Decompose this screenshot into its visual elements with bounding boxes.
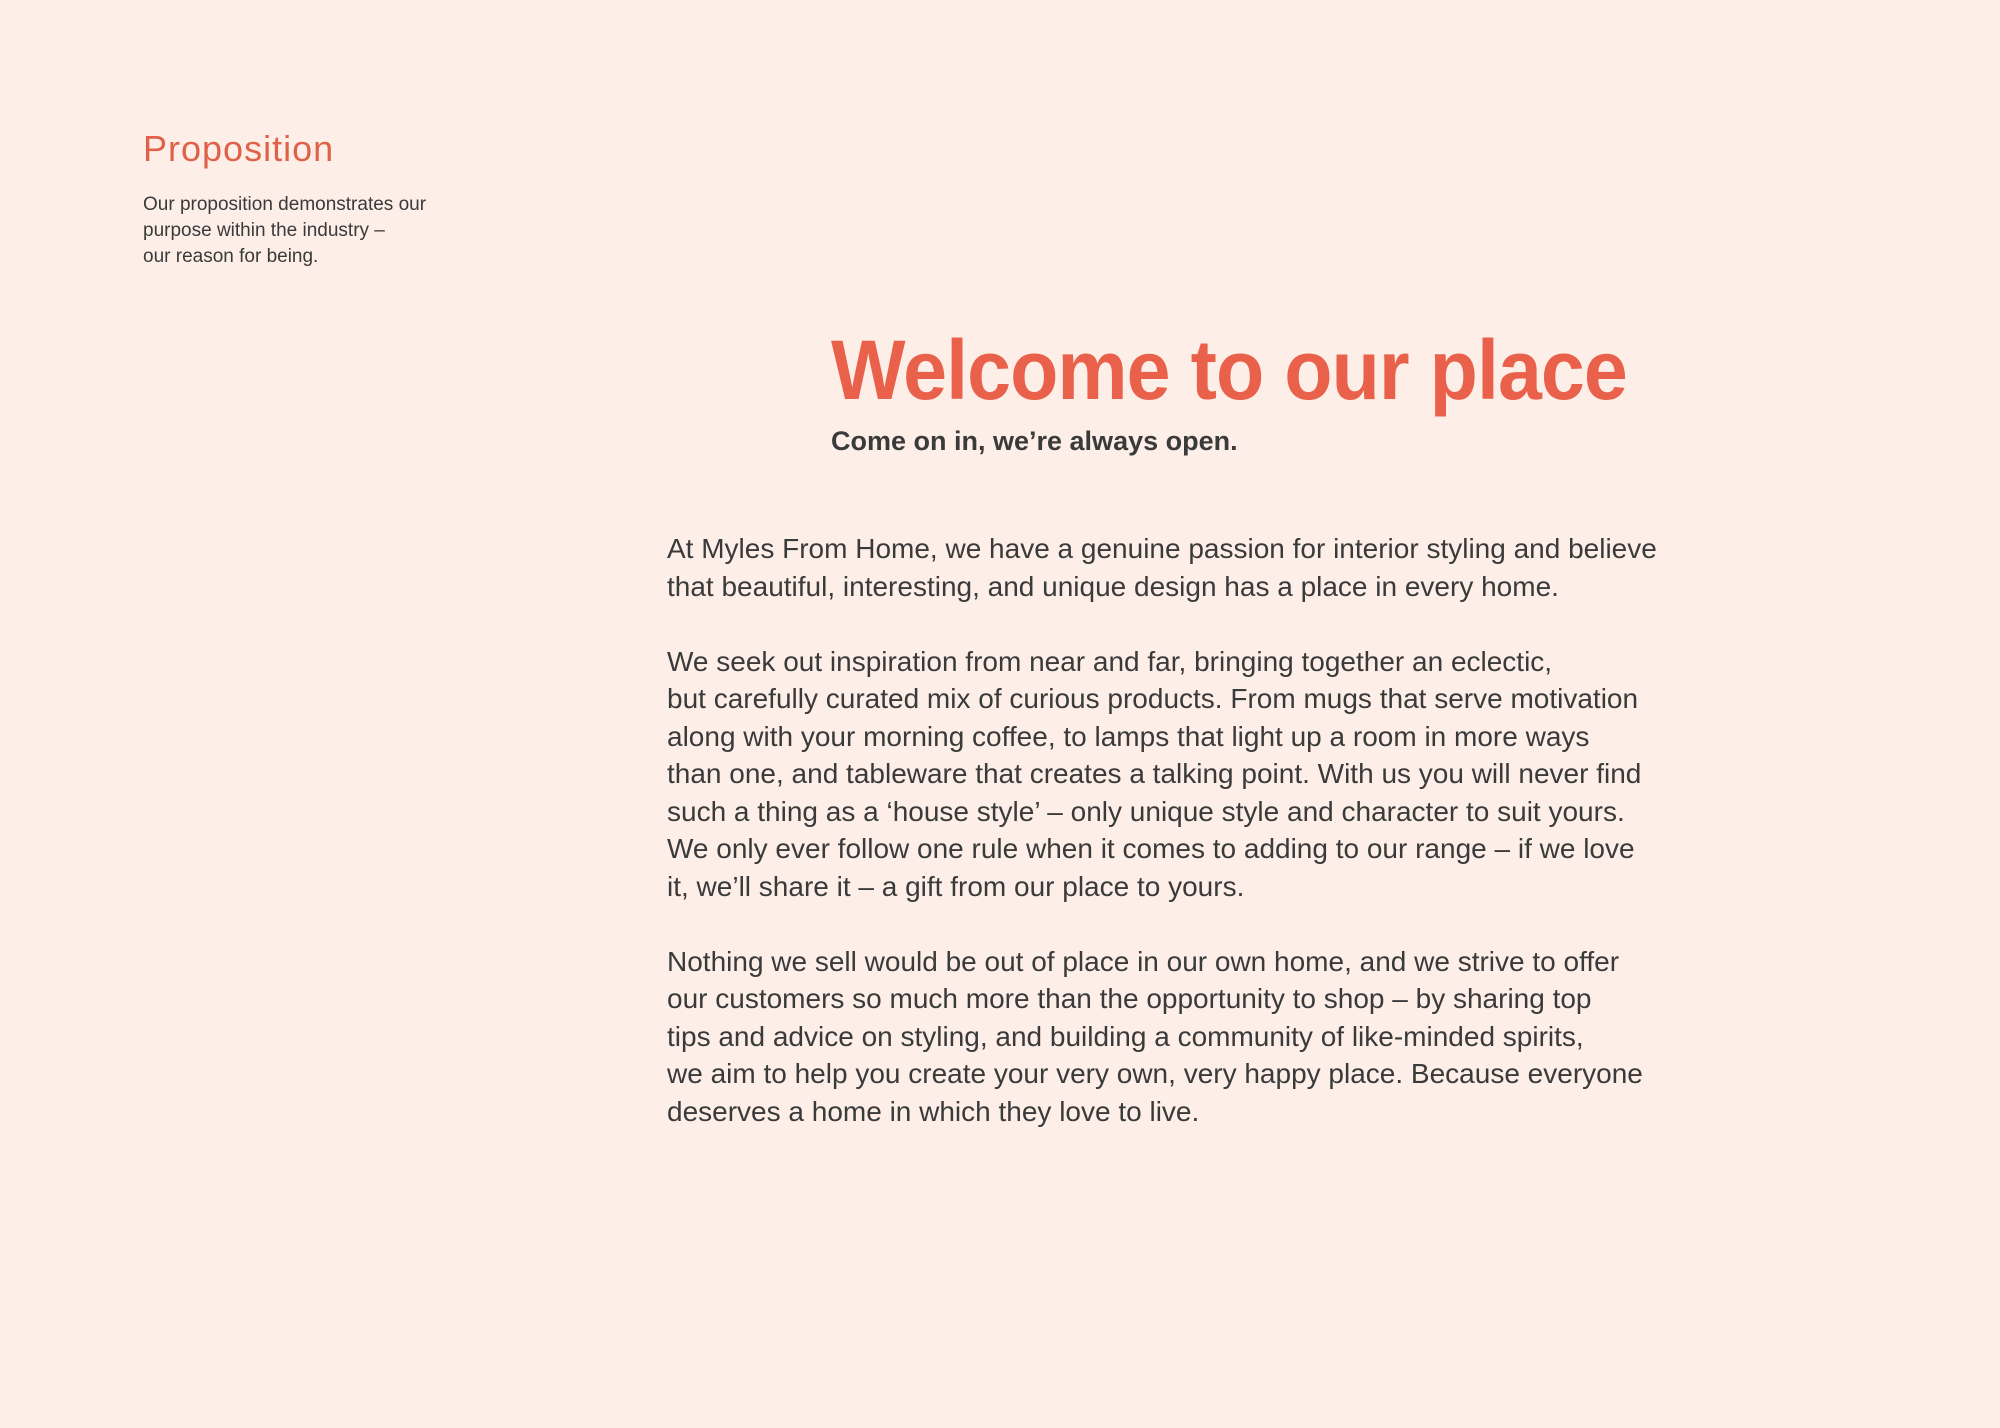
paragraph-line: We seek out inspiration from near and far, bringing together an eclectic, (667, 645, 1553, 677)
paragraph-line: but carefully curated mix of curious products. From mugs that serve motivation (667, 683, 1639, 714)
paragraph-line: our customers so much more than the opportunity to shop – by sharing top (667, 983, 1592, 1014)
paragraph-line: along with your morning coffee, to lamps that light up a room in more ways (667, 720, 1590, 752)
hero (831, 322, 1931, 458)
paragraph-line: it, we’ll share it – a gift from our place to yours. (667, 870, 1245, 902)
section-description-line: Our proposition demonstrates our (143, 194, 427, 215)
sidebar (143, 126, 543, 270)
paragraph-line: deserves a home in which they love to live. (667, 1095, 1200, 1127)
paragraph (667, 643, 1767, 906)
section-description-line: purpose within the industry – (143, 220, 385, 241)
paragraph (667, 530, 1767, 605)
paragraph-line: tips and advice on styling, and building a community of like-minded spirits, (667, 1020, 1584, 1052)
paragraph-line: than one, and tableware that creates a talking point. With us you will never find (667, 758, 1642, 789)
section-description (143, 192, 543, 270)
paragraph-line: We only ever follow one rule when it comes to adding to our range – if we love (667, 833, 1635, 864)
section-description-line: our reason for being. (143, 246, 319, 267)
page-title: Welcome to our place (831, 323, 1627, 417)
paragraph-line: At Myles From Home, we have a genuine passion for interior styling and believe (667, 533, 1657, 564)
paragraph-line: Nothing we sell would be out of place in our own home, and we strive to offer (667, 945, 1620, 977)
body-copy (667, 530, 1767, 1168)
paragraph (667, 943, 1767, 1131)
paragraph-line: we aim to help you create your very own, very happy place. Because everyone (667, 1058, 1643, 1089)
paragraph-line: such a thing as a ‘house style’ – only unique style and character to suit yours. (667, 795, 1625, 827)
page-subtitle: Come on in, we’re always open. (831, 426, 1238, 456)
section-title: Proposition (143, 128, 335, 169)
paragraph-line: that beautiful, interesting, and unique design has a place in every home. (667, 570, 1559, 602)
